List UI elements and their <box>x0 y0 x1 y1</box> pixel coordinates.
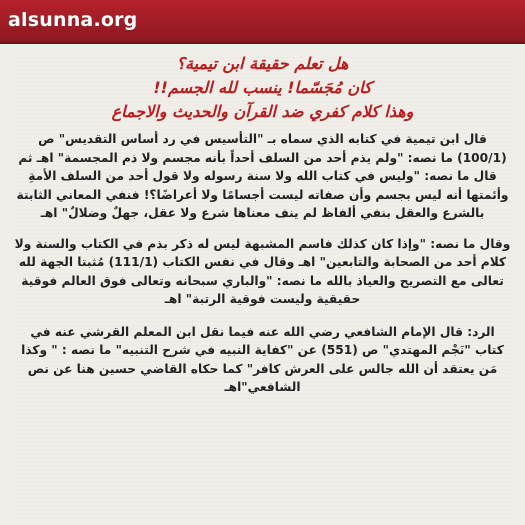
site-header <box>0 0 525 44</box>
paragraph-rebuttal: الرد: قال الإمام الشافعي رضي الله عنه فيما نقل ابن المعلم القرشي عنه في كتاب "نَجْم المهتدي" ص (551) عن "كفاية النبيه في شرح التنبيه" ما نصه : " وكذا مَن يعتقد أن الله جالس على العرش كافر" كما حكاه القاضي حسين هنا عن نص الشافعي"اهـ <box>21 324 504 394</box>
paragraph-quote-mushabbiha: وقال ما نصه: "وإذا كان كذلك فاسم المشبهة ليس له ذكر بذم في الكتاب والسنة ولا كلام أحد من الصحابة والتابعين" اهـ وقال في نفس الكتاب (111/1) مُثبتا الجهة لله تعالى مع التصريح والعياذ بالله ما نصه: "والباري سبحانه وتعالى فوق العالم فوقية حقيقية وليست فوقية الرتبة" اهـ <box>14 236 511 306</box>
headline-verdict: وهذا كلام كفري ضد القرآن والحديث والاجماع <box>111 102 414 121</box>
headline-claim: كان مُجَسّما! ينسب لله الجسم!! <box>153 78 372 97</box>
article-body <box>12 52 513 518</box>
site-logo[interactable]: alsunna.org <box>8 9 138 31</box>
paragraph-quote-tasis: قال ابن تيمية في كتابه الذي سماه بـ "التأسيس في رد أساس التقديس" ص (100/1) ما نصه: "ولم يذم أحد من السلف أحداً بأنه مجسم ولا ذم المجسمة" اهـ ثم قال ما نصه: "وليس في كتاب الله ولا سنة رسوله ولا قول أحد من السلف الأمةِ وأئمتها أنه ليس بجسم وأن صفاته ليست أجسامًا ولا أعراضًا؟! فنفي المعاني الثابتة بالشرع والعقل بنفي ألفاظ لم ينف معناها شرع ولا عقل، جهلٌ وضلالٌ" اهـ <box>16 132 509 220</box>
headline-question: هل تعلم حقيقة ابن تيمية؟ <box>176 54 349 73</box>
